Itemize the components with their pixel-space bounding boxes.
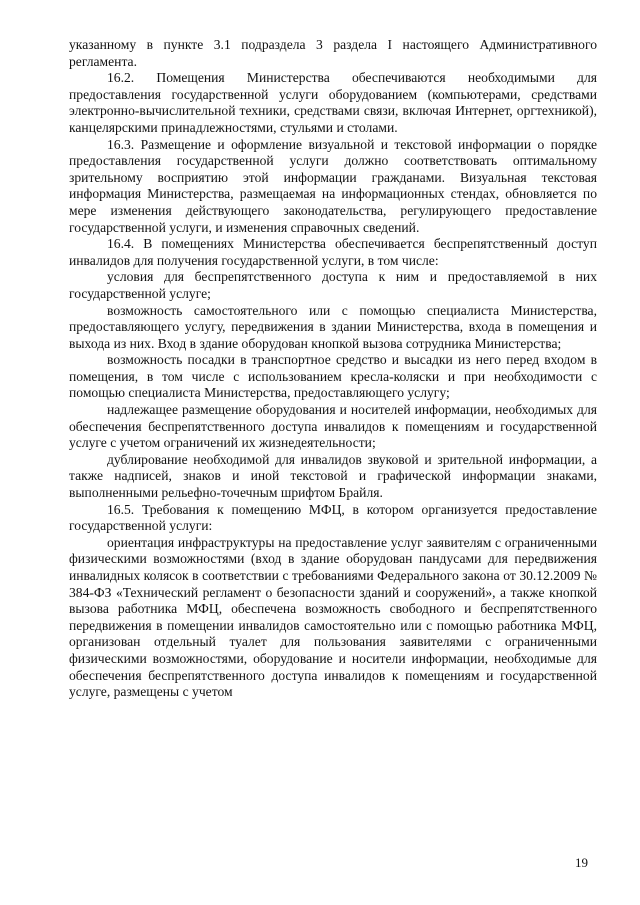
list-item-transport: возможность посадки в транспортное средство и высадки из него перед входом в помещения, в том числе с использованием кресла-коляски и при необходимости с помощью специалиста Министерства, предоставляющего услугу; (69, 352, 597, 401)
page-number: 19 (575, 855, 588, 870)
paragraph-continuation: указанному в пункте 3.1 подраздела 3 раздела I настоящего Административного регламента. (69, 37, 597, 69)
list-item-access-conditions: условия для беспрепятственного доступа к ним и предоставляемой в них государственной услуге; (69, 269, 597, 301)
paragraph-16-4: 16.4. В помещениях Министерства обеспечивается беспрепятственный доступ инвалидов для получения государственной услуги, в том числе: (69, 236, 597, 268)
list-item-movement: возможность самостоятельного или с помощью специалиста Министерства, предоставляющего услугу, передвижения в здании Министерства, входа в помещения и выхода из них. Вход в здание оборудован кнопкой вызова сотрудника Министерства; (69, 302, 597, 351)
paragraph-16-5: 16.5. Требования к помещению МФЦ, в котором организуется предоставление государственной услуги: (69, 501, 597, 534)
list-item-equipment: надлежащее размещение оборудования и носителей информации, необходимых для обеспечения беспрепятственного доступа инвалидов к помещениям и государственной услуге с учетом ограничений их жизнедеятельности; (69, 402, 597, 451)
paragraph-16-2: 16.2. Помещения Министерства обеспечиваются необходимыми для предоставления государственной услуги оборудованием (компьютерами, средствами электронно-вычислительной техники, средствами связи, включая Интернет, оргтехникой), канцелярскими принадлежностями, стульями и столами. (69, 70, 597, 135)
body-text (69, 37, 597, 701)
paragraph-16-3: 16.3. Размещение и оформление визуальной и текстовой информации о порядке предоставления государственной услуги должно соответствовать оптимальному зрительному восприятию этой информации гражданами. Визуальная текстовая информация Министерства, размещаемая на информационных стендах, обновляется по мере изменения действующего законодательства, регулирующего предоставление государственной услуги, и изменения справочных сведений. (69, 136, 597, 235)
list-item-infrastructure: ориентация инфраструктуры на предоставление услуг заявителям с ограниченными физическими возможностями (вход в здание оборудован пандусами для передвижения инвалидных колясок в соответствии с требованиями Федерального закона от 30.12.2009 № 384-ФЗ «Технический регламент о безопасности зданий и сооружений», а также кнопкой вызова работника МФЦ, обеспечена возможность свободного и беспрепятственного передвижения в помещении инвалидов самостоятельно или с помощью работника МФЦ, организован отдельный туалет для пользования заявителями с ограниченными физическими возможностями, оборудование и носители информации, необходимые для обеспечения беспрепятственного доступа инвалидов к помещениям и государственной услуге, размещены с учетом (69, 534, 597, 700)
list-item-braille: дублирование необходимой для инвалидов звуковой и зрительной информации, а также надписей, знаков и иной текстовой и графической информации знаками, выполненными рельефно-точечным шрифтом Брайля. (69, 451, 597, 501)
